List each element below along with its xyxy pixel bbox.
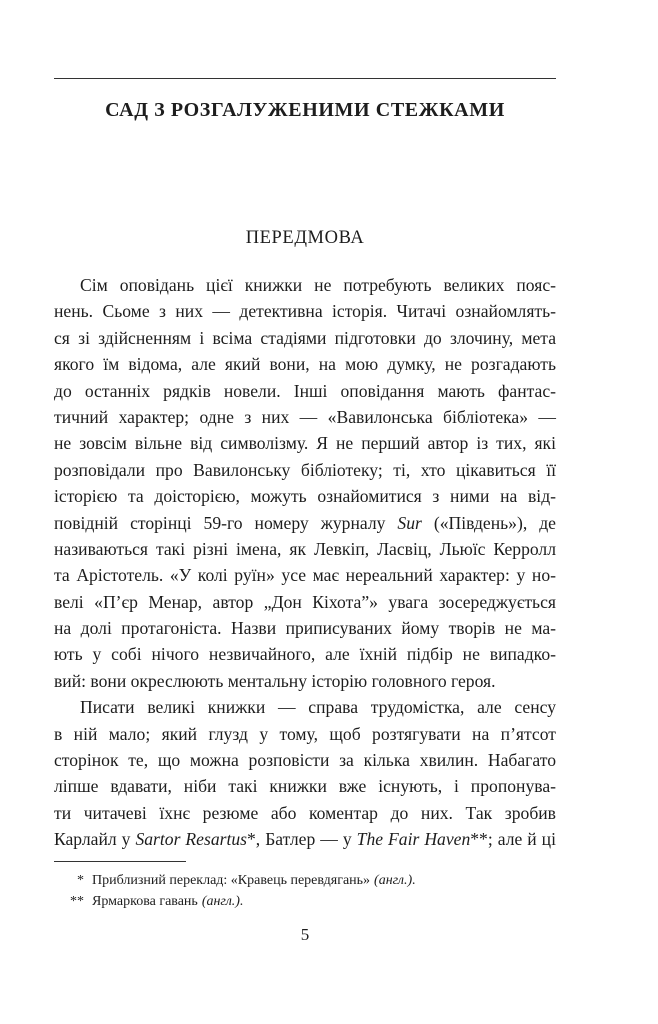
- text-line: [54, 510, 556, 536]
- text-run: повідній сторінці 59-го номеру журналу: [54, 512, 398, 533]
- text-line: [54, 272, 556, 298]
- text-run: ліпше вдавати, ніби такі книжки вже існують, і пропонува-: [54, 776, 556, 797]
- text-run: називаються такі різні імена, як Левкіп, Ласвіц, Льюїс Керролл: [54, 538, 556, 559]
- body-text: [54, 272, 556, 853]
- text-run: та Арістотель. «У колі руїн» усе має нереальний характер: у но-: [54, 565, 556, 586]
- text-line: [54, 773, 556, 799]
- footnote-language-note: (англ.).: [374, 873, 416, 888]
- text-line: [54, 378, 556, 404]
- text-line: [54, 325, 556, 351]
- italic-title: The Fair Haven: [356, 829, 471, 850]
- text-line: [54, 615, 556, 641]
- text-line: [54, 536, 556, 562]
- text-run: не зовсім вільне від символізму. Я не перший автор із тих, які: [54, 433, 556, 454]
- text-run: сторінок те, що можна розповісти за кілька хвилин. Набагато: [54, 750, 556, 771]
- text-line: [54, 589, 556, 615]
- text-line: [54, 404, 556, 430]
- text-run: («Південь»), де: [421, 512, 556, 533]
- paragraph-2: [54, 694, 556, 852]
- footnote: [54, 891, 556, 912]
- text-run: тичний характер; одне з них — «Вавилонська бібліотека» —: [54, 406, 556, 427]
- text-line: [54, 668, 556, 694]
- text-run: ся зі здійсненням і всіма стадіями підготовки до злочину, мета: [54, 327, 556, 348]
- text-run: вий: вони окреслюють ментальну історію головного героя.: [54, 670, 496, 691]
- italic-title: Sartor Resartus: [135, 829, 247, 850]
- text-run: *, Батлер — у: [247, 829, 357, 850]
- paragraph-1: [54, 272, 556, 694]
- text-line: [54, 562, 556, 588]
- text-run: **; але й ці: [470, 829, 556, 850]
- text-run: до останніх рядків новели. Інші оповідання мають фантас-: [54, 380, 556, 401]
- text-run: ють у собі нічого незвичайного, але їхній підбір не випадко-: [54, 644, 556, 665]
- text-line: [54, 457, 556, 483]
- footnote-mark: **: [70, 894, 84, 909]
- text-line: [54, 641, 556, 667]
- text-line: [54, 721, 556, 747]
- footnote-language-note: (англ.).: [201, 894, 244, 909]
- text-line: [54, 800, 556, 826]
- text-run: Писати великі книжки — справа трудомістка, але сенсу: [80, 697, 556, 718]
- footnote-mark: *: [77, 873, 84, 888]
- text-line: [54, 694, 556, 720]
- footnotes: [54, 870, 556, 912]
- italic-title: Sur: [397, 512, 422, 533]
- text-run: Карлайл у: [54, 829, 136, 850]
- text-line: [54, 747, 556, 773]
- text-line: [54, 483, 556, 509]
- text-run: в ній мало; який глузд у тому, щоб розтягувати на п’ятсот: [54, 723, 556, 744]
- text-run: Сім оповідань цієї книжки не потребують великих пояс-: [80, 275, 556, 295]
- text-run: історією та доісторією, можуть ознайомитися з ними на від-: [54, 486, 556, 507]
- page-number: 5: [300, 925, 310, 944]
- text-run: велі «П’єр Менар, автор „Дон Кіхота”» увага зосереджується: [54, 591, 556, 612]
- footnote-rule: [54, 861, 186, 862]
- text-line: [54, 826, 556, 852]
- text-line: [54, 430, 556, 456]
- text-run: якого їм відома, але який вони, на мою думку, не розгадають: [54, 354, 556, 375]
- text-run: нень. Сьоме з них — детективна історія. Читачі ознайомлять-: [54, 301, 556, 322]
- footnote: [54, 870, 556, 891]
- part-title: САД З РОЗГАЛУЖЕНИМИ СТЕЖКАМИ: [105, 99, 505, 121]
- footnote-text: Приблизний переклад: «Кравець перевдягань»: [92, 873, 371, 888]
- text-run: розповідали про Вавилонську бібліотеку; ті, хто цікавиться її: [54, 459, 556, 480]
- text-run: ти читачеві їхнє резюме або коментар до них. Так зробив: [54, 802, 556, 823]
- text-line: [54, 351, 556, 377]
- text-run: на долі протагоніста. Назви приписуваних йому творів не ма-: [54, 618, 556, 639]
- section-title: ПЕРЕДМОВА: [245, 228, 365, 248]
- footnote-text: Ярмаркова гавань: [92, 894, 198, 909]
- header-rule: [54, 78, 556, 79]
- text-line: [54, 298, 556, 324]
